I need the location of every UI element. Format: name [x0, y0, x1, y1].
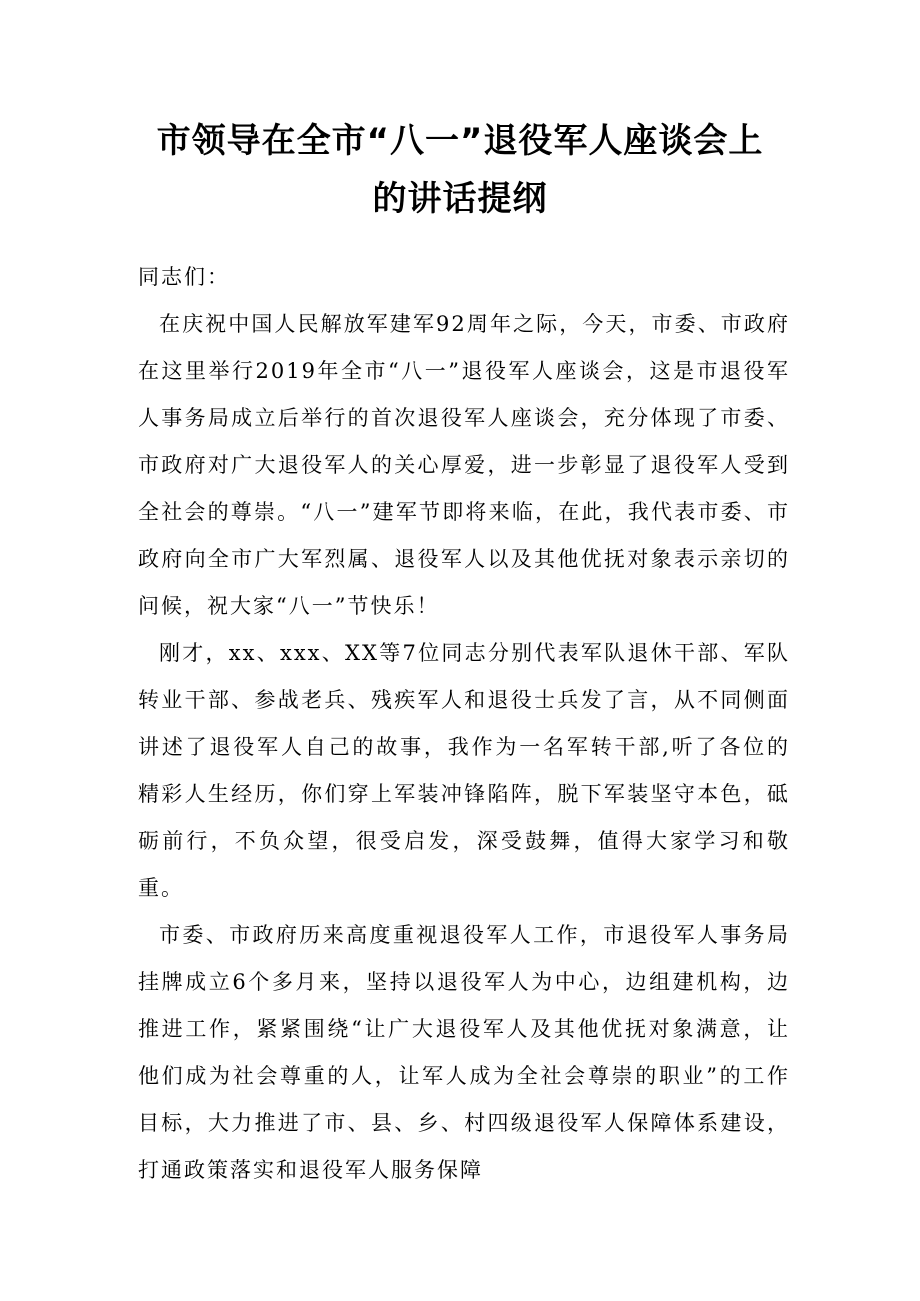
document-body — [138, 254, 790, 1194]
document-title — [118, 112, 802, 228]
paragraph-3: 市委、市政府历来高度重视退役军人工作，市退役军人事务局挂牌成立6个多月来，坚持以退役军人为中心，边组建机构，边推进工作，紧紧围绕“让广大退役军人及其他优抚对象满意，让他们成为社会尊重的人，让军人成为全社会尊崇的职业”的工作目标，大力推进了市、县、乡、村四级退役军人保障体系建设，打通政策落实和退役军人服务保障 — [138, 923, 790, 1182]
title-line-2: 的讲话提纲 — [372, 179, 548, 219]
salutation: 同志们： — [138, 265, 230, 289]
title-line-1: 市领导在全市“八一”退役军人座谈会上 — [156, 121, 764, 161]
paragraph-1: 在庆祝中国人民解放军建军92周年之际，今天，市委、市政府在这里举行2019年全市“八一”退役军人座谈会，这是市退役军人事务局成立后举行的首次退役军人座谈会，充分体现了市委、市政府对广大退役军人的关心厚爱，进一步彰显了退役军人受到全社会的尊崇。“八一”建军节即将来临，在此，我代表市委、市政府向全市广大军烈属、退役军人以及其他优抚对象表示亲切的问候，祝大家“八一”节快乐！ — [138, 312, 790, 618]
paragraph-2: 刚才，xx、xxx、XX等7位同志分别代表军队退休干部、军队转业干部、参战老兵、残疾军人和退役士兵发了言，从不同侧面讲述了退役军人自己的故事，我作为一名军转干部,听了各位的精彩人生经历，你们穿上军装冲锋陷阵，脱下军装坚守本色，砥砺前行，不负众望，很受启发，深受鼓舞，值得大家学习和敬重。 — [138, 641, 790, 900]
